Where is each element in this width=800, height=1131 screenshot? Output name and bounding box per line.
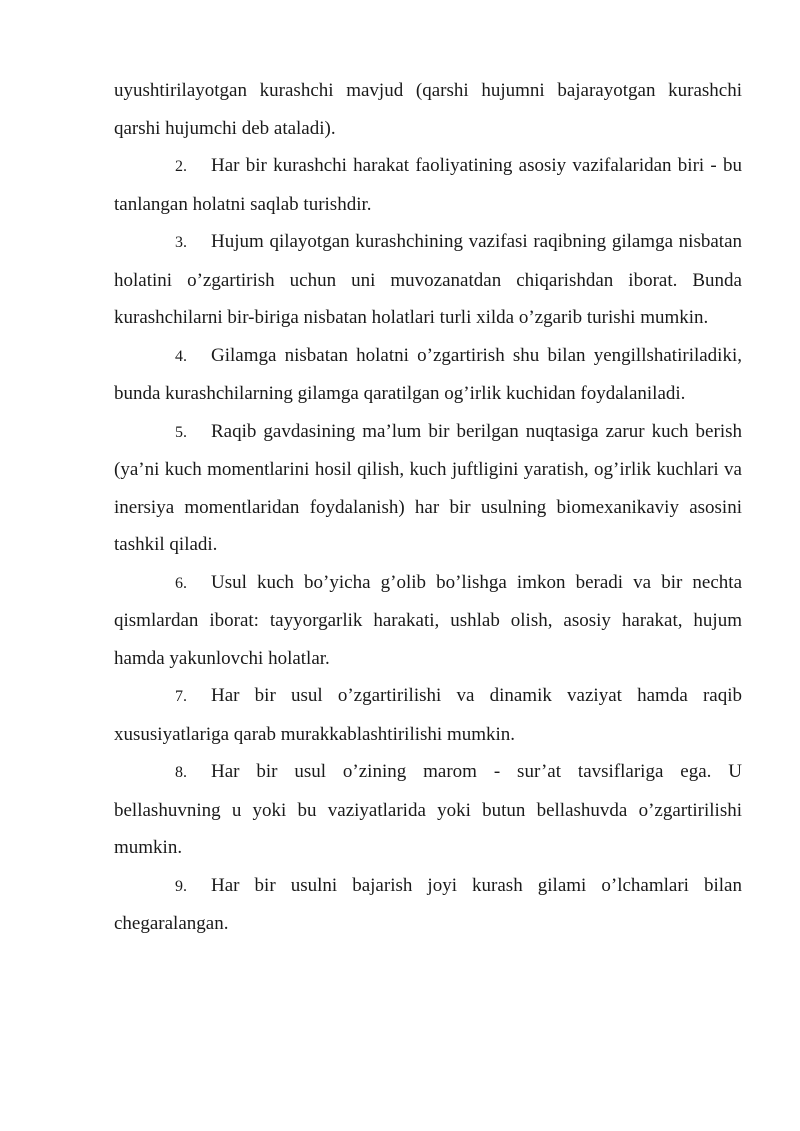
list-item [114,147,742,223]
item-text: Raqib gavdasining ma’lum bir berilgan nuqtasiga zarur kuch berish (ya’ni kuch momentlarini hosil qilish, kuch juftligini yaratish, og’irlik kuchlari va inersiya momentlaridan foydalanish) har bir usulning biomexanikaviy asosini tashkil qiladi. [114,420,742,555]
item-number: 3. [175,234,187,251]
item-text: Har bir kurashchi harakat faoliyatining asosiy vazifalaridan biri - bu tanlangan holatni saqlab turishdir. [114,155,742,215]
intro-paragraph: uyushtirilayotgan kurashchi mavjud (qarshi hujumni bajarayotgan kurashchi qarshi hujumchi deb ataladi). [114,80,742,139]
item-text: Hujum qilayotgan kurashchining vazifasi raqibning gilamga nisbatan holatini o’zgartirish uchun uni muvozanatdan chiqarishdan iborat. Bunda kurashchilarni bir-biriga nisbatan holatlari turli xilda o’zgarib turishi mumkin. [114,231,742,328]
list-item [114,337,742,413]
document-page [114,72,742,943]
list-item [114,677,742,753]
item-number: 4. [175,347,187,365]
item-text: Gilamga nisbatan holatni o’zgartirish shu bilan yengillshatiriladiki, bunda kurashchilarning gilamga qaratilgan og’irlik kuchidan foydalaniladi. [114,344,742,404]
item-number: 9. [175,877,187,895]
list-item [114,753,742,867]
item-number: 8. [175,764,187,781]
item-text: Har bir usul o’zgartirilishi va dinamik vaziyat hamda raqib xususiyatlariga qarab murakkablashtirilishi mumkin. [114,685,742,745]
list-item [114,223,742,337]
item-number: 6. [175,574,187,592]
item-number: 7. [175,688,187,705]
list-item [114,867,742,943]
item-text: Har bir usulni bajarish joyi kurash gilami o’lchamlari bilan chegaralangan. [114,874,742,934]
list-item [114,413,742,564]
item-number: 2. [175,158,187,175]
item-text: Usul kuch bo’yicha g’olib bo’lishga imkon beradi va bir nechta qismlardan iborat: tayyorgarlik harakati, ushlab olish, asosiy harakat, hujum hamda yakunlovchi holatlar. [114,571,742,669]
item-text: Har bir usul o’zining marom - sur’at tavsiflariga ega. U bellashuvning u yoki bu vaziyatlarida yoki butun bellashuvda o’zgartirilishi mumkin. [114,761,742,858]
list-item [114,564,742,678]
item-number: 5. [175,423,187,441]
